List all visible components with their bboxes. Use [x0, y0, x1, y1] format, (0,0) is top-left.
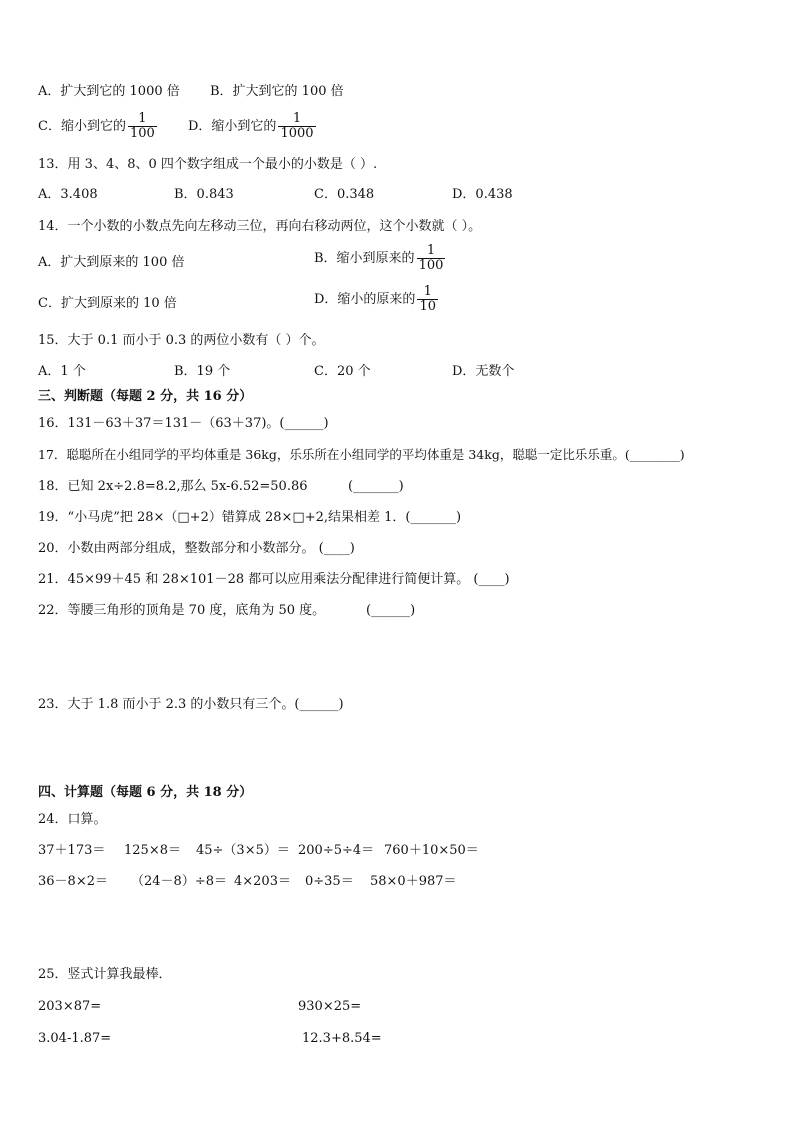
q12-option-c [38, 112, 157, 141]
fraction [417, 244, 446, 273]
q24: 24．口算。 [38, 812, 107, 827]
q14-stem: 14．一个小数的小数点先向左移动三位，再向右移动两位，这个小数就（ ）。 [38, 219, 482, 234]
q21: 21．45×99＋45 和 28×101－28 都可以应用乘法分配律进行简便计算。 (____) [38, 572, 510, 587]
section-3-title: 三、判断题（每题 2 分，共 16 分） [38, 389, 253, 404]
q20: 20．小数由两部分组成，整数部分和小数部分。 (____) [38, 541, 355, 556]
q25: 25．竖式计算我最棒． [38, 967, 172, 982]
q13-option-b: B．0.843 [174, 187, 234, 202]
q14-option-c: C．扩大到原来的 10 倍 [38, 296, 177, 311]
q12-option-c-text: C．缩小到它的 [38, 119, 126, 134]
q12-option-d [188, 112, 316, 141]
q18-answer-blank: (_______) [348, 479, 404, 494]
vertical-calc-item: 12.3+8.54= [302, 1031, 382, 1046]
q15-option-d: D．无数个 [452, 364, 515, 379]
q15-stem: 15．大于 0.1 而小于 0.3 的两位小数有（ ）个。 [38, 333, 325, 348]
q15-option-a: A．1 个 [38, 364, 86, 379]
oral-calc-item: 58×0＋987＝ [370, 874, 457, 889]
oral-calc-item: 760＋10×50＝ [384, 843, 479, 858]
fraction [278, 112, 315, 141]
q13-stem: 13．用 3、4、8、0 四个数字组成一个最小的小数是（ ）. [38, 157, 378, 172]
oral-calc-item: 125×8＝ [124, 843, 181, 858]
q13-option-a: A．3.408 [38, 187, 98, 202]
oral-calc-item: （24－8）÷8＝ [131, 874, 227, 889]
fraction [417, 285, 438, 314]
q16: 16．131－63＋37＝131－（63＋37)。(______) [38, 416, 329, 431]
vertical-calc-item: 930×25= [298, 999, 362, 1014]
q13-option-d: D．0.438 [452, 187, 513, 202]
q15-option-b: B．19 个 [174, 364, 231, 379]
q23: 23．大于 1.8 而小于 2.3 的小数只有三个。(______) [38, 697, 344, 712]
q12-option-b: B．扩大到它的 100 倍 [210, 84, 344, 99]
fraction-numerator: 1 [128, 112, 157, 127]
q22-answer-blank: (______) [366, 603, 416, 618]
fraction-numerator: 1 [278, 112, 315, 127]
fraction-denominator: 10 [419, 299, 436, 314]
oral-calc-item: 45÷（3×5）＝ [196, 843, 290, 858]
q14-option-d-text: D．缩小的原来的 [314, 292, 416, 307]
fraction-denominator: 1000 [280, 126, 314, 141]
q13-option-c: C．0.348 [314, 187, 375, 202]
q19: 19．“小马虎”把 28×（□+2）错算成 28×□+2,结果相差 1．(_______) [38, 510, 462, 525]
q17: 17．聪聪所在小组同学的平均体重是 36kg，乐乐所在小组同学的平均体重是 34kg，聪聪一定比乐乐重。(________) [38, 447, 685, 462]
fraction-denominator: 100 [129, 126, 155, 141]
q12-option-d-text: D．缩小到它的 [188, 119, 277, 134]
q22: 22．等腰三角形的顶角是 70 度，底角为 50 度。 [38, 603, 326, 618]
oral-calc-item: 36－8×2＝ [38, 874, 108, 889]
fraction [128, 112, 157, 141]
vertical-calc-item: 203×87= [38, 999, 102, 1014]
fraction-numerator: 1 [417, 244, 446, 259]
q14-option-a: A．扩大到原来的 100 倍 [38, 255, 185, 270]
q14-option-b [314, 244, 445, 273]
fraction-denominator: 100 [418, 258, 444, 273]
oral-calc-item: 37＋173＝ [38, 843, 106, 858]
q18: 18．已知 2x÷2.8=8.2,那么 5x-6.52=50.86 [38, 479, 308, 494]
q12-option-a: A．扩大到它的 1000 倍 [38, 84, 180, 99]
section-4-title: 四、计算题（每题 6 分，共 18 分） [38, 785, 253, 800]
q15-option-c: C．20 个 [314, 364, 371, 379]
oral-calc-item: 4×203＝ [234, 874, 291, 889]
oral-calc-item: 0÷35＝ [305, 874, 354, 889]
oral-calc-item: 200÷5÷4＝ [298, 843, 375, 858]
fraction-numerator: 1 [417, 285, 438, 300]
vertical-calc-item: 3.04-1.87= [38, 1031, 112, 1046]
q14-option-b-text: B．缩小到原来的 [314, 251, 415, 266]
q14-option-d [314, 285, 438, 314]
